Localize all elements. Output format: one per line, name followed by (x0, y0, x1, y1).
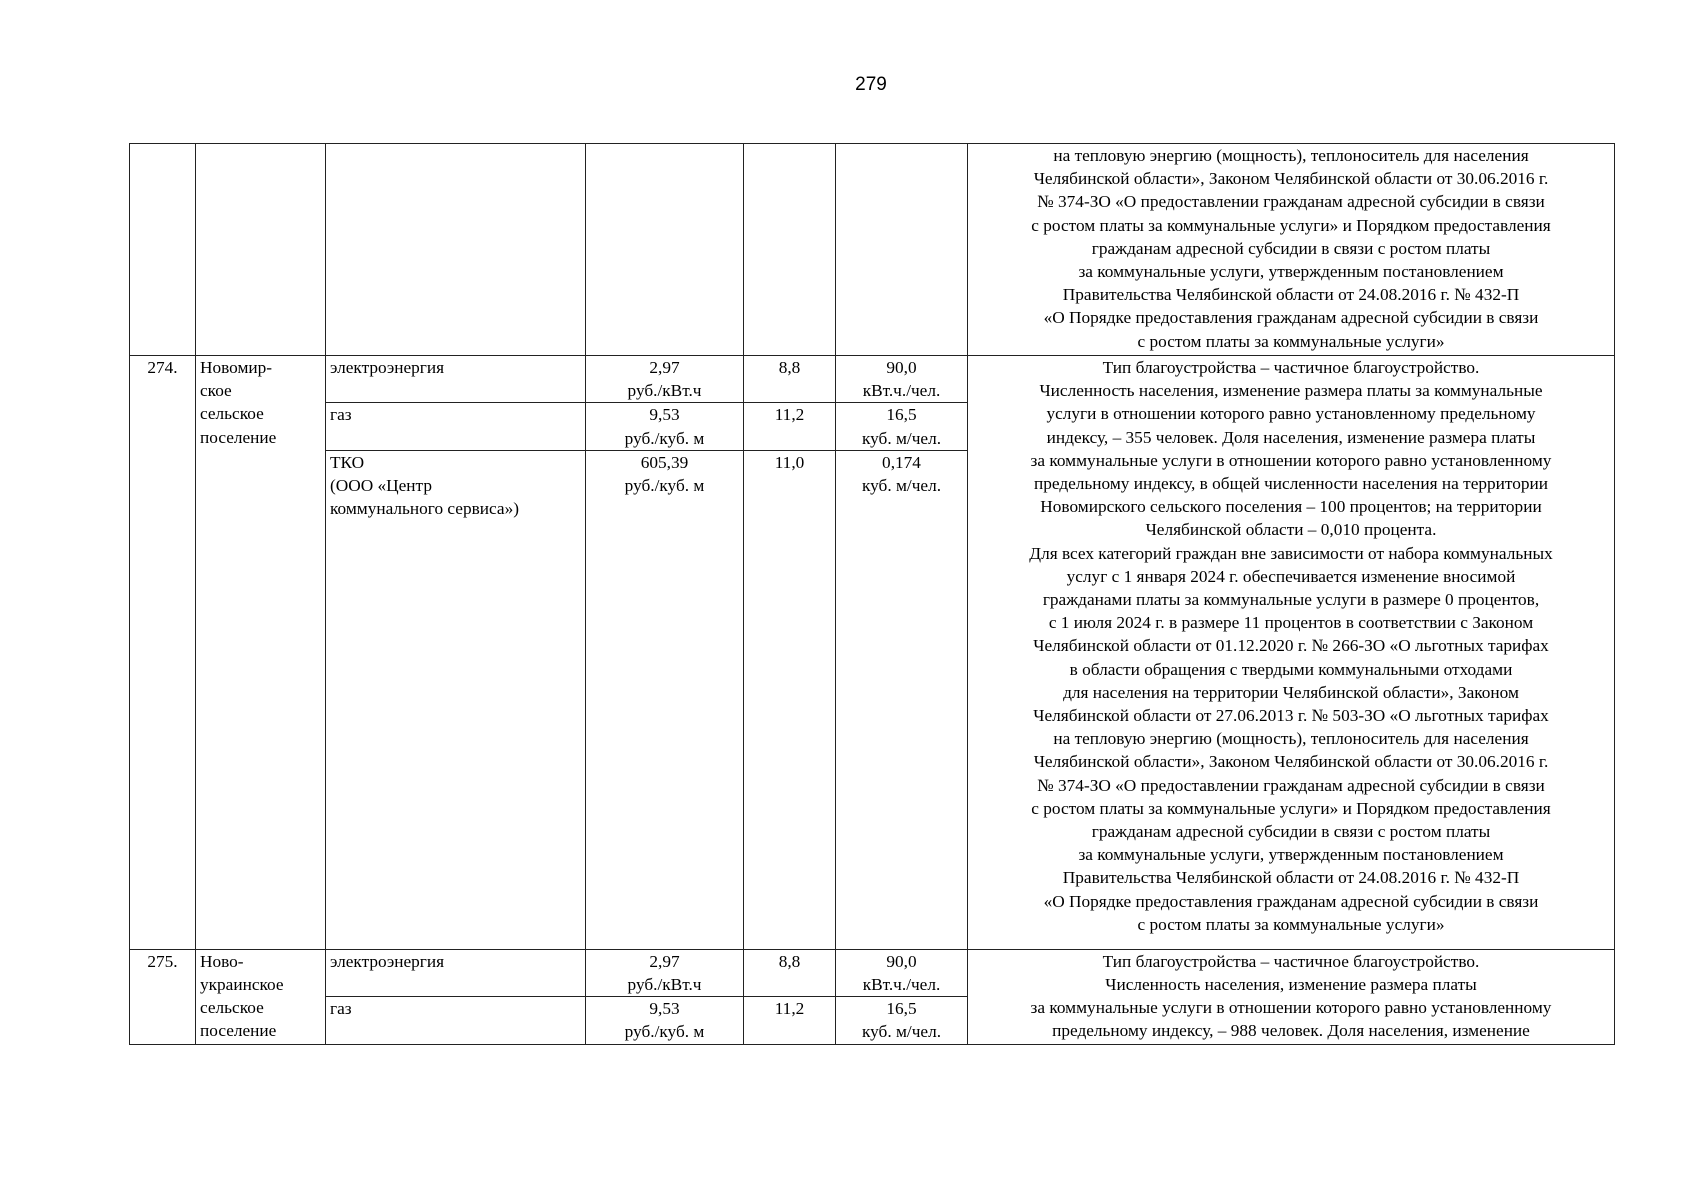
volume-unit: кВт.ч./чел. (862, 381, 941, 401)
service-name: ТКО (ООО «Центр коммунального сервиса») (326, 450, 586, 949)
volume-value: 90,0 (886, 951, 917, 971)
row-number: 275. (130, 949, 196, 1044)
volume-cell (836, 356, 968, 403)
volume-value: 16,5 (886, 999, 917, 1019)
tariff-cell (586, 949, 744, 996)
volume-unit: куб. м/чел. (861, 476, 942, 496)
row-note: Тип благоустройства – частичное благоустройство. Численность населения, изменение размера платы за коммунальные услуги в отношении которого равно установленному предельному индексу, – 355 человек. Доля населения, изменение размера платы за коммунальные услуги в отношении которого равно установленному предельному индексу, в общей численности населения на территории Новомирского сельского поселения – 100 процентов; на территории Челябинской области – 0,010 процента. Для всех категорий граждан вне зависимости от набора коммунальных услуг с 1 января 2024 г. обеспечивается изменение вносимой гражданами платы за коммунальные услуги в размере 0 процентов, с 1 июля 2024 г. в размере 11 процентов в соответствии с Законом Челябинской области от 01.12.2020 г. № 266-ЗО «О льготных тарифах в области обращения с твердыми коммунальными отходами для населения на территории Челябинской области», Законом Челябинской области от 27.06.2013 г. № 503-ЗО «О льготных тарифах на тепловую энергию (мощность), теплоноситель для населения Челябинской области», Законом Челябинской области от 30.06.2016 г. № 374-ЗО «О предоставлении гражданам адресной субсидии в связи с ростом платы за коммунальные услуги» и Порядком предоставления гражданам адресной субсидии в связи с ростом платы за коммунальные услуги, утвержденным постановлением Правительства Челябинской области от 24.08.2016 г. № 432-П «О Порядке предоставления гражданам адресной субсидии в связи с ростом платы за коммунальные услуги» (968, 356, 1615, 950)
tariff-cell (586, 356, 744, 403)
volume-value: 90,0 (886, 358, 917, 377)
tariff-cell (586, 997, 744, 1044)
row-note: Тип благоустройства – частичное благоустройство. Численность населения, изменение размера платы за коммунальные услуги в отношении которого равно установленному предельному индексу, – 988 человек. Доля населения, изменение (968, 949, 1615, 1044)
service-name: газ (326, 403, 586, 450)
tariff-table (129, 143, 1615, 1045)
table-row (130, 356, 1615, 403)
row-number: 274. (130, 356, 196, 950)
settlement-name: Ново- украинское сельское поселение (196, 949, 326, 1044)
tariff-cell (586, 450, 744, 949)
service-name: электроэнергия (326, 949, 586, 996)
tariff-unit: руб./куб. м (624, 1022, 705, 1042)
tariff-value: 9,53 (649, 999, 680, 1019)
tariff-value: 2,97 (649, 358, 680, 377)
index-value: 8,8 (744, 356, 836, 403)
continuation-row (130, 144, 1615, 356)
volume-unit: куб. м/чел. (861, 1022, 942, 1042)
tariff-unit: руб./куб. м (624, 428, 705, 448)
index-value: 11,2 (744, 997, 836, 1044)
page-number: 279 (855, 74, 887, 95)
volume-unit: кВт.ч./чел. (862, 975, 941, 995)
index-value: 8,8 (744, 949, 836, 996)
table-row (130, 949, 1615, 996)
service-name: электроэнергия (326, 356, 586, 403)
volume-unit: куб. м/чел. (861, 428, 942, 448)
tariff-value: 9,53 (649, 405, 680, 425)
volume-value: 16,5 (886, 405, 917, 425)
index-value: 11,2 (744, 403, 836, 450)
tariff-cell (586, 403, 744, 450)
volume-cell (836, 997, 968, 1044)
tariff-value: 2,97 (649, 951, 680, 971)
tariff-unit: руб./кВт.ч (627, 381, 702, 401)
tariff-value: 605,39 (640, 452, 689, 472)
continuation-note: на тепловую энергию (мощность), теплоноситель для населения Челябинской области», Законом Челябинской области от 30.06.2016 г. № 374-ЗО «О предоставлении гражданам адресной субсидии в связи с ростом платы за коммунальные услуги» и Порядком предоставления гражданам адресной субсидии в связи с ростом платы за коммунальные услуги, утвержденным постановлением Правительства Челябинской области от 24.08.2016 г. № 432-П «О Порядке предоставления гражданам адресной субсидии в связи с ростом платы за коммунальные услуги» (968, 144, 1615, 356)
volume-cell (836, 450, 968, 949)
volume-cell (836, 403, 968, 450)
index-value: 11,0 (744, 450, 836, 949)
tariff-unit: руб./куб. м (624, 476, 705, 496)
volume-cell (836, 949, 968, 996)
service-name: газ (326, 997, 586, 1044)
tariff-unit: руб./кВт.ч (627, 975, 702, 995)
settlement-name: Новомир- ское сельское поселение (196, 356, 326, 950)
volume-value: 0,174 (882, 452, 921, 472)
